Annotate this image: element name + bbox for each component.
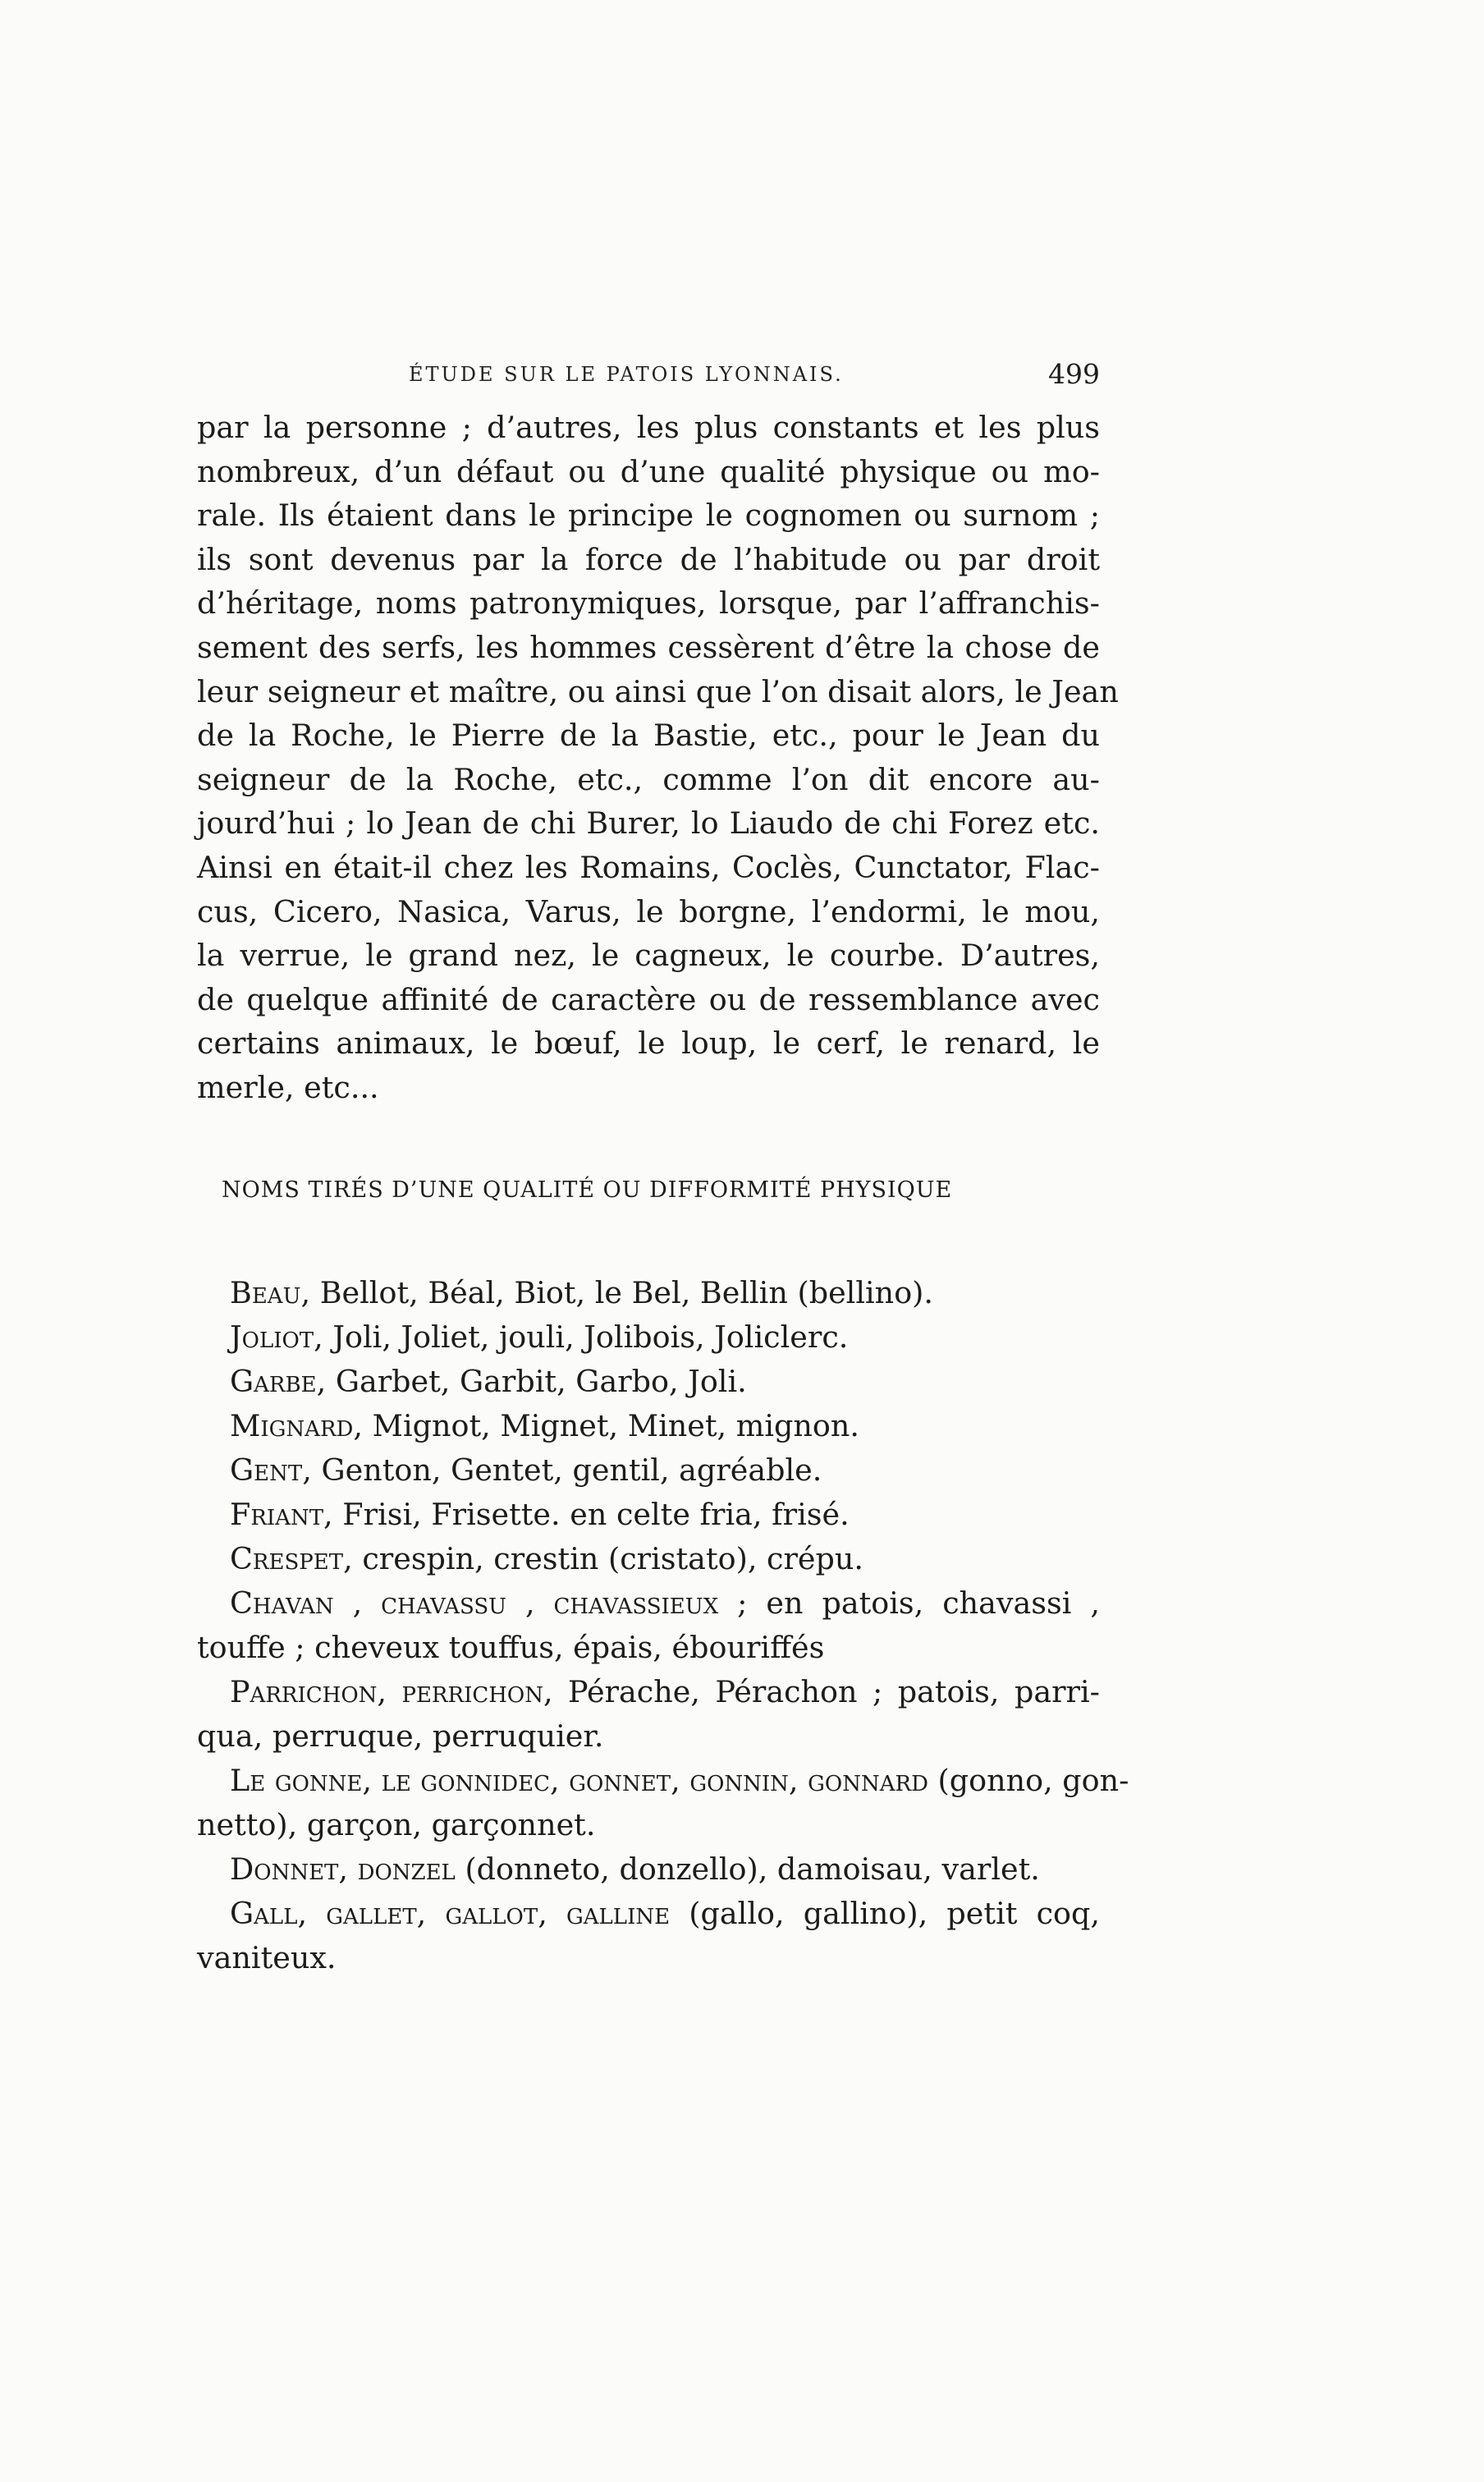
name-entry-continuation <box>197 1714 1100 1759</box>
running-title: ÉTUDE SUR LE PATOIS LYONNAIS. <box>409 363 844 386</box>
name-entry <box>197 1847 1100 1892</box>
name-entry-continuation <box>197 1936 1100 1980</box>
entry-text: Pérache, Pérachon ; patois, parri- <box>568 1674 1100 1709</box>
entry-text: touffe ; cheveux touffus, épais, ébouriffés <box>197 1630 825 1665</box>
entry-text: Bellot, Béal, Biot, le Bel, Bellin (bellino). <box>319 1275 934 1310</box>
entry-lead: Joliot, <box>230 1319 323 1355</box>
name-entry-continuation <box>197 1803 1100 1847</box>
paragraph-line: de quelque affinité de caractère ou de ressemblance avec <box>197 981 1100 1017</box>
paragraph-line: seigneur de la Roche, etc., comme l’on dit encore au- <box>197 761 1100 797</box>
paragraph-line: sement des serfs, les hommes cessèrent d’être la chose de <box>197 629 1100 665</box>
page-number: 499 <box>1048 358 1100 390</box>
paragraph-line: nombreux, d’un défaut ou d’une qualité physique ou mo- <box>197 453 1100 489</box>
entry-lead: Chavan , chavassu , chavassieux ; <box>230 1585 748 1621</box>
name-entry <box>197 1537 1100 1581</box>
name-entry <box>197 1404 1100 1448</box>
paragraph-line: merle, etc... <box>197 1069 379 1105</box>
name-entry <box>197 1360 1100 1404</box>
paragraph-line: leur seigneur et maître, ou ainsi que l’on disait alors, le Jean <box>197 673 1119 709</box>
entry-lead: Parrichon, perrichon, <box>230 1674 553 1709</box>
name-entry <box>197 1315 1100 1360</box>
paragraph-line: certains animaux, le bœuf, le loup, le cerf, le renard, le <box>197 1025 1100 1062</box>
entry-lead: Le gonne, le gonnidec, gonnet, gonnin, gonnard <box>230 1763 928 1798</box>
entry-lead: Garbe, <box>230 1364 327 1399</box>
paragraph-line: par la personne ; d’autres, les plus constants et les plus <box>197 410 1100 445</box>
entry-text: (gallo, gallino), petit coq, <box>689 1896 1100 1931</box>
entry-text: Mignot, Mignet, Minet, mignon. <box>372 1408 860 1443</box>
paragraph-line: d’héritage, noms patronymiques, lorsque, par l’affranchis- <box>197 585 1100 622</box>
entry-text: Genton, Gentet, gentil, agréable. <box>321 1452 822 1488</box>
entry-lead: Donnet, donzel <box>230 1851 456 1887</box>
running-head <box>197 358 1100 396</box>
entry-text: Frisi, Frisette. en celte fria, frisé. <box>342 1497 850 1532</box>
entry-lead: Gall, gallet, gallot, galline <box>230 1896 671 1931</box>
entry-text: en patois, chavassi , <box>766 1585 1100 1621</box>
paragraph-line: cus, Cicero, Nasica, Varus, le borgne, l’endormi, le mou, <box>197 893 1100 929</box>
entry-text: netto), garçon, garçonnet. <box>197 1807 596 1842</box>
entry-text: vaniteux. <box>197 1940 337 1975</box>
name-entry <box>197 1759 1129 1803</box>
name-entry-continuation <box>197 1626 1100 1670</box>
name-entry <box>197 1670 1100 1714</box>
name-entry <box>197 1892 1100 1936</box>
paragraph-line: jourd’hui ; lo Jean de chi Burer, lo Liaudo de chi Forez etc. <box>197 805 1100 842</box>
entry-text: Garbet, Garbit, Garbo, Joli. <box>335 1364 747 1399</box>
paragraph-line: la verrue, le grand nez, le cagneux, le courbe. D’autres, <box>197 938 1100 974</box>
entry-text: (gonno, gon- <box>937 1763 1129 1798</box>
name-entry <box>197 1448 1100 1493</box>
section-heading: NOMS TIRÉS D’UNE QUALITÉ OU DIFFORMITÉ PHYSIQUE <box>222 1177 953 1203</box>
name-entry <box>197 1581 1100 1626</box>
paragraph-line: de la Roche, le Pierre de la Bastie, etc., pour le Jean du <box>197 718 1100 754</box>
entry-lead: Beau, <box>230 1275 311 1310</box>
entry-text: crespin, crestin (cristato), crépu. <box>362 1541 863 1576</box>
entry-text: (donneto, donzello), damoisau, varlet. <box>465 1851 1040 1887</box>
entry-text: Joli, Joliet, jouli, Jolibois, Joliclerc. <box>332 1319 849 1355</box>
entry-lead: Crespet, <box>230 1541 353 1576</box>
entry-text: qua, perruque, perruquier. <box>197 1718 604 1754</box>
name-entry <box>197 1493 1100 1537</box>
name-entries-list <box>197 1271 1129 1980</box>
name-entry <box>197 1271 1100 1315</box>
body-paragraph <box>197 406 1119 1110</box>
paragraph-line: Ainsi en était-il chez les Romains, Coclès, Cunctator, Flac- <box>197 849 1100 885</box>
entry-lead: Mignard, <box>230 1408 363 1443</box>
entry-lead: Friant, <box>230 1497 333 1532</box>
paragraph-line: ils sont devenus par la force de l’habitude ou par droit <box>197 541 1100 577</box>
paragraph-line: rale. Ils étaient dans le principe le cognomen ou surnom ; <box>197 498 1100 534</box>
entry-lead: Gent, <box>230 1452 312 1488</box>
